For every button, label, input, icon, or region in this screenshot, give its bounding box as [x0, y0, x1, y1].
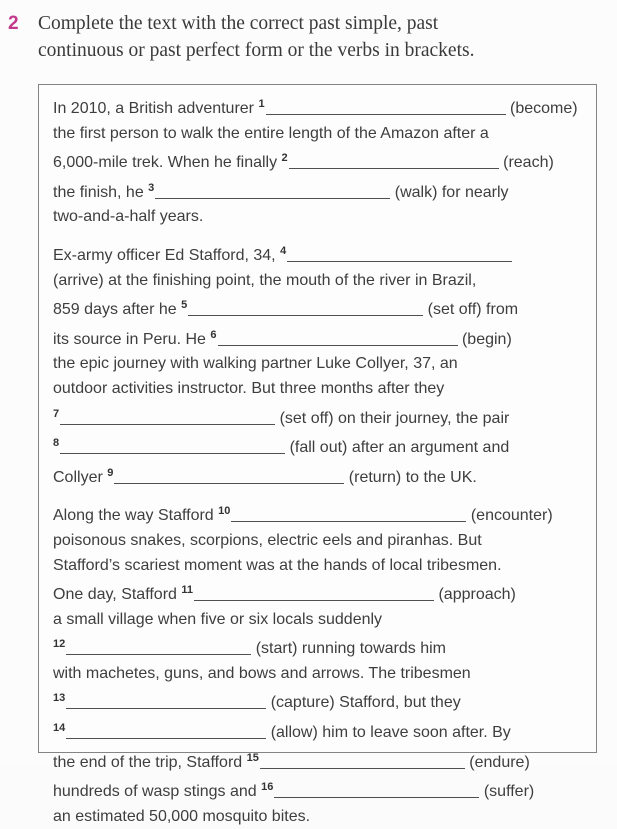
blank-number: 5 — [181, 299, 188, 312]
text-line — [53, 176, 588, 206]
text-segment: (encounter) — [466, 507, 553, 525]
blank-number: 4 — [280, 244, 287, 257]
answer-blank — [287, 249, 512, 262]
text-segment: (return) to the UK. — [344, 468, 477, 486]
answer-blank — [66, 642, 251, 655]
text-segment: (suffer) — [479, 783, 535, 801]
text-segment: the first person to walk the entire length of the Amazon after a — [53, 124, 489, 142]
blank-number: 3 — [148, 181, 155, 194]
text-segment: Along the way Stafford — [53, 507, 219, 525]
text-segment: the finish, he — [53, 183, 149, 201]
exercise-instructions — [38, 10, 474, 64]
answer-blank — [188, 303, 423, 316]
text-segment: hundreds of wasp stings and — [53, 783, 262, 801]
text-segment: with machetes, guns, and bows and arrows. The tribesmen — [53, 664, 471, 682]
paragraph — [53, 239, 588, 490]
paragraph — [53, 499, 588, 829]
blank-number: 2 — [281, 152, 288, 165]
text-segment: Stafford’s scariest moment was at the hands of local tribesmen. — [53, 556, 502, 574]
text-segment: In 2010, a British adventurer — [53, 100, 259, 117]
text-segment: (arrive) at the finishing point, the mouth of the river in Brazil, — [53, 271, 477, 289]
text-line — [53, 578, 588, 608]
text-segment: (set off) from — [423, 301, 519, 319]
text-segment: (fall out) after an argument and — [285, 439, 510, 457]
answer-blank — [114, 471, 344, 484]
answer-blank — [194, 588, 434, 601]
answer-blank — [231, 509, 466, 522]
text-line — [53, 632, 588, 662]
text-segment: the epic journey with walking partner Luke Collyer, 37, an — [53, 355, 458, 373]
text-segment: (walk) for nearly — [390, 183, 509, 201]
text-line — [53, 431, 588, 461]
blank-number: 15 — [246, 751, 259, 764]
text-line — [53, 323, 588, 353]
text-line — [53, 461, 588, 491]
text-line — [53, 529, 588, 554]
text-segment: Collyer — [53, 468, 108, 486]
text-segment: a small village when five or six locals suddenly — [53, 610, 383, 628]
answer-blank — [218, 333, 458, 346]
text-segment: its source in Peru. He — [53, 330, 211, 348]
text-line — [53, 608, 588, 633]
text-segment: 859 days after he — [53, 301, 182, 319]
text-line — [53, 239, 588, 269]
text-segment: One day, Stafford — [53, 586, 182, 604]
text-line — [53, 205, 588, 230]
blank-number: 13 — [53, 692, 66, 705]
exercise-header — [8, 10, 601, 64]
text-line — [53, 122, 588, 147]
blank-number: 14 — [53, 722, 66, 735]
text-segment: (start) running towards him — [251, 640, 446, 658]
text-segment: two-and-a-half years. — [53, 208, 204, 226]
text-line — [53, 775, 588, 805]
text-line — [53, 554, 588, 579]
answer-blank — [274, 785, 479, 798]
blank-number: 7 — [53, 407, 60, 420]
blank-number: 9 — [107, 466, 114, 479]
answer-blank — [289, 156, 499, 169]
text-line — [53, 92, 588, 122]
blank-number: 1 — [258, 98, 265, 110]
answer-blank — [66, 726, 266, 739]
text-segment: outdoor activities instructor. But three months after they — [53, 379, 445, 397]
text-line — [53, 377, 588, 402]
text-segment: an estimated 50,000 mosquito bites. — [53, 807, 311, 825]
text-line — [53, 499, 588, 529]
text-line — [53, 293, 588, 323]
text-segment: Ex-army officer Ed Stafford, 34, — [53, 246, 281, 264]
gap-fill-text-box — [38, 84, 597, 825]
answer-blank — [60, 412, 275, 425]
answer-blank — [155, 186, 390, 199]
blank-number: 16 — [261, 781, 274, 794]
answer-blank — [266, 102, 506, 115]
text-line — [53, 352, 588, 377]
blank-number: 12 — [53, 638, 66, 651]
answer-blank — [66, 696, 266, 709]
paragraph — [53, 92, 588, 230]
text-line — [53, 746, 588, 776]
text-line — [53, 805, 588, 829]
text-segment: (begin) — [457, 330, 512, 348]
blank-number: 6 — [210, 328, 217, 341]
text-segment: 6,000-mile trek. When he finally — [53, 154, 282, 172]
blank-number: 8 — [53, 437, 60, 450]
text-segment: (endure) — [464, 753, 530, 771]
text-segment: (reach) — [498, 154, 554, 172]
text-line — [53, 716, 588, 746]
text-line — [53, 686, 588, 716]
text-segment: (capture) Stafford, but they — [266, 694, 461, 712]
instructions-line-2: continuous or past perfect form or the verbs in brackets. — [38, 40, 475, 61]
instructions-line-1: Complete the text with the correct past simple, past — [38, 13, 439, 34]
text-line — [53, 269, 588, 294]
blank-number: 11 — [181, 584, 194, 597]
text-line — [53, 402, 588, 432]
blank-number: 10 — [218, 505, 231, 518]
exercise-number: 2 — [8, 13, 19, 34]
answer-blank — [260, 756, 465, 769]
text-segment: the end of the trip, Stafford — [53, 753, 247, 771]
text-segment: (approach) — [434, 586, 516, 604]
answer-blank — [60, 441, 285, 454]
text-line — [53, 662, 588, 687]
text-segment: (set off) on their journey, the pair — [275, 409, 510, 427]
text-segment: (become) — [505, 100, 578, 117]
text-segment: poisonous snakes, scorpions, electric eels and piranhas. But — [53, 531, 482, 549]
text-segment: (allow) him to leave soon after. By — [266, 724, 511, 742]
text-line — [53, 146, 588, 176]
